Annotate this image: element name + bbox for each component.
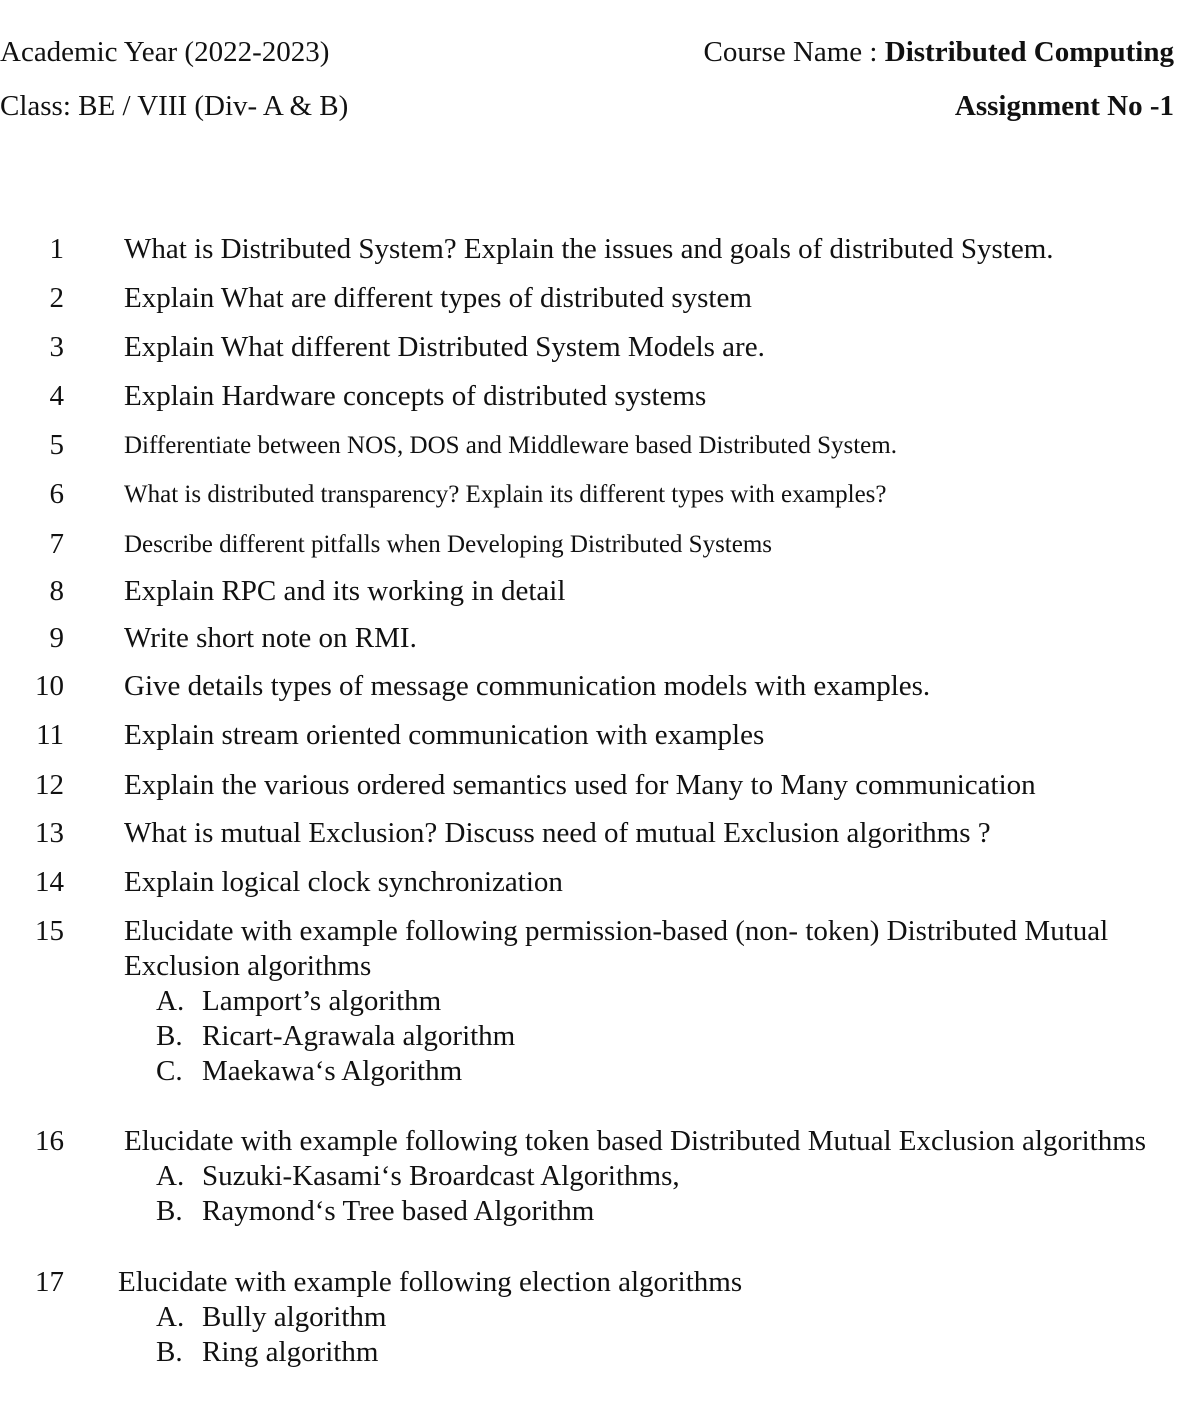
question-number: 8 bbox=[49, 575, 64, 607]
sub-question bbox=[156, 1335, 1196, 1370]
sub-question-text: Ring algorithm bbox=[202, 1336, 379, 1368]
question-text: Explain Hardware concepts of distributed systems bbox=[124, 380, 707, 412]
sub-question-text: Raymond‘s Tree based Algorithm bbox=[202, 1195, 595, 1227]
question-text: Explain What different Distributed System Models are. bbox=[124, 331, 765, 363]
question-text: Elucidate with example following token based Distributed Mutual Exclusion algorithms bbox=[124, 1125, 1147, 1157]
question-number: 11 bbox=[36, 719, 64, 751]
academic-year: Academic Year (2022-2023) bbox=[0, 36, 330, 68]
question-text: What is mutual Exclusion? Discuss need of mutual Exclusion algorithms ? bbox=[124, 817, 991, 849]
sub-question-list bbox=[156, 1300, 1196, 1370]
question-number: 10 bbox=[35, 670, 64, 702]
question-number: 14 bbox=[35, 866, 64, 898]
course-name: Distributed Computing bbox=[884, 36, 1174, 68]
sub-question bbox=[156, 1159, 1196, 1194]
question-number: 15 bbox=[35, 915, 64, 947]
sub-question-text: Bully algorithm bbox=[202, 1301, 387, 1333]
question-text: What is distributed transparency? Explain its different types with examples? bbox=[124, 481, 887, 508]
question-text: Differentiate between NOS, DOS and Middleware based Distributed System. bbox=[124, 432, 897, 459]
question-text: Give details types of message communication models with examples. bbox=[124, 670, 931, 702]
sub-question-letter: A. bbox=[156, 1301, 185, 1333]
question-number: 12 bbox=[35, 769, 64, 801]
question-text: Explain What are different types of distributed system bbox=[124, 282, 752, 314]
class-info: Class: BE / VIII (Div- A & B) bbox=[0, 90, 349, 122]
question-text: Explain RPC and its working in detail bbox=[124, 575, 566, 607]
question-number: 9 bbox=[49, 622, 64, 654]
question-number: 1 bbox=[49, 233, 64, 265]
question-number: 4 bbox=[49, 380, 64, 412]
sub-question bbox=[156, 1194, 1196, 1229]
question-number: 5 bbox=[49, 429, 64, 461]
sub-question bbox=[156, 984, 1196, 1019]
sub-question-text: Maekawa‘s Algorithm bbox=[202, 1055, 463, 1087]
sub-question-text: Ricart-Agrawala algorithm bbox=[202, 1020, 516, 1052]
sub-question-text: Lamport’s algorithm bbox=[202, 985, 442, 1017]
question-text: Write short note on RMI. bbox=[124, 622, 417, 654]
assignment-number: Assignment No -1 bbox=[954, 90, 1174, 122]
question-text: Explain logical clock synchronization bbox=[124, 866, 563, 898]
question-number: 2 bbox=[49, 282, 64, 314]
question-number: 6 bbox=[49, 478, 64, 510]
sub-question-letter: B. bbox=[156, 1020, 183, 1052]
sub-question bbox=[156, 1019, 1196, 1054]
question-text: Explain stream oriented communication with examples bbox=[124, 719, 765, 751]
question-text: Describe different pitfalls when Developing Distributed Systems bbox=[124, 531, 773, 558]
course-name-line bbox=[704, 38, 1174, 67]
question-number: 16 bbox=[35, 1125, 64, 1157]
sub-question-text: Suzuki-Kasami‘s Broardcast Algorithms, bbox=[202, 1160, 680, 1192]
sub-question-letter: B. bbox=[156, 1336, 183, 1368]
question-number: 3 bbox=[49, 331, 64, 363]
sub-question-letter: A. bbox=[156, 1160, 185, 1192]
question-text: What is Distributed System? Explain the issues and goals of distributed System. bbox=[124, 233, 1054, 265]
question-text: Elucidate with example following permission-based (non- token) Distributed Mutual Exclusion algorithms bbox=[124, 915, 1109, 982]
sub-question-list bbox=[156, 1159, 1196, 1229]
sub-question-letter: C. bbox=[156, 1055, 183, 1087]
question-number: 17 bbox=[35, 1266, 64, 1298]
document-header bbox=[0, 0, 1200, 140]
sub-question bbox=[156, 1054, 1196, 1089]
course-name-label: Course Name : bbox=[703, 36, 885, 68]
question-text: Explain the various ordered semantics used for Many to Many communication bbox=[124, 769, 1036, 801]
question-number: 13 bbox=[35, 817, 64, 849]
sub-question-letter: A. bbox=[156, 985, 185, 1017]
sub-question-list bbox=[156, 984, 1196, 1089]
question-number: 7 bbox=[49, 528, 64, 560]
sub-question-letter: B. bbox=[156, 1195, 183, 1227]
sub-question bbox=[156, 1300, 1196, 1335]
question-text: Elucidate with example following election algorithms bbox=[118, 1266, 743, 1298]
